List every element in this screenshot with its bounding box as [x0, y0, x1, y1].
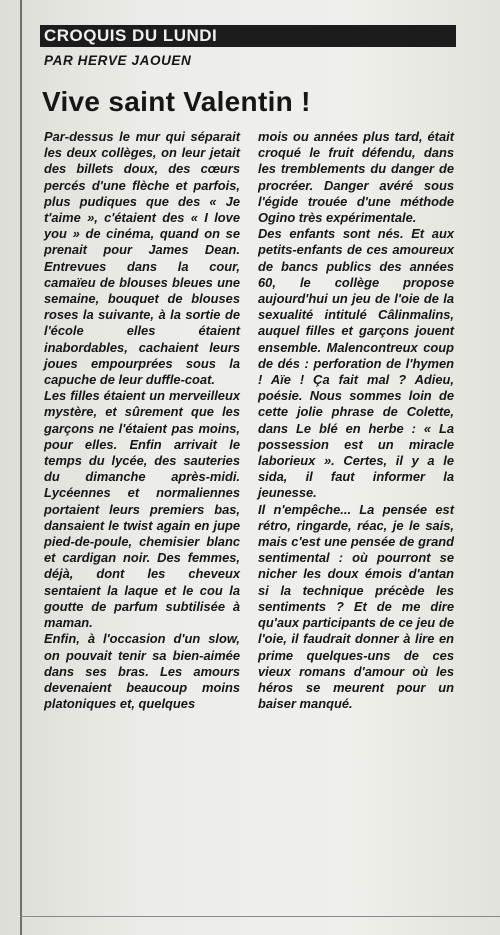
- article-column-left: [44, 129, 240, 712]
- article-paragraph: Il n'empêche... La pensée est rétro, ringarde, réac, je le sais, mais c'est une pensée de grand sentimental : où pourront se nicher les doux émois d'antan si la technique précède les sentiments ? Et de me dire qu'aux participants de ce jeu de l'oie, il faudrait donner à lire en prime quelques-uns de ces vieux romans d'amour où les héros se meurent pour un baiser manqué.: [258, 501, 454, 712]
- article-paragraph: mois ou années plus tard, était croqué le fruit défendu, dans les tremblements du danger de procréer. Danger avéré sous l'égide trouée d'une méthode Ogino très expérimentale.: [258, 129, 454, 226]
- column-rule: [20, 0, 22, 935]
- author-byline: PAR HERVE JAOUEN: [44, 53, 192, 68]
- article-headline: Vive saint Valentin !: [42, 86, 311, 117]
- article-paragraph: Enfin, à l'occasion d'un slow, on pouvait tenir sa bien-aimée dans ses bras. Les amours devenaient beaucoup moins platoniques et, quelques: [44, 631, 240, 712]
- article-paragraph: Par-dessus le mur qui séparait les deux collèges, on leur jetait des billets doux, des cœurs percés d'une flèche et parfois, plus pudiques que des « Je t'aime », c'étaient des « I love you » de cinéma, quand on se prenait pour James Dean. Entrevues dans la cour, camaïeu de blouses bleues une semaine, bouquet de blouses roses la suivante, à la sortie de l'école elles étaient inabordables, cachaient leurs joues empourprées sous la capuche de leur duffle-coat.: [44, 129, 240, 388]
- section-rubric: CROQUIS DU LUNDI: [40, 25, 456, 47]
- article-paragraph: Des enfants sont nés. Et aux petits-enfants de ces amoureux de bancs publics des années 60, le collège propose aujourd'hui un jeu de l'oie de la sexualité intitulé Câlinmalins, auquel filles et garçons jouent ensemble. Malencontreux coup de dés : perforation de l'hymen ! Aïe ! Ça fait mal ? Adieu, poésie. Nous sommes loin de cette jolie phrase de Colette, dans Le blé en herbe : « La possession est un miracle laborieux ». Certes, il y a le sida, il faut informer la jeunesse.: [258, 226, 454, 501]
- article-paragraph: Les filles étaient un merveilleux mystère, et sûrement que les garçons ne l'étaient pas moins, pour elles. Enfin arrivait le temps du lycée, des sauteries du dimanche après-midi. Lycéennes et normaliennes portaient leurs premiers bas, dansaient le twist again en jupe pied-de-poule, chemisier blanc et cardigan noir. Des femmes, déjà, dont les cheveux sentaient la laque et le cou la goutte de parfum subtilisée à maman.: [44, 388, 240, 631]
- bottom-rule: [20, 916, 500, 917]
- article-column-right: [258, 129, 454, 712]
